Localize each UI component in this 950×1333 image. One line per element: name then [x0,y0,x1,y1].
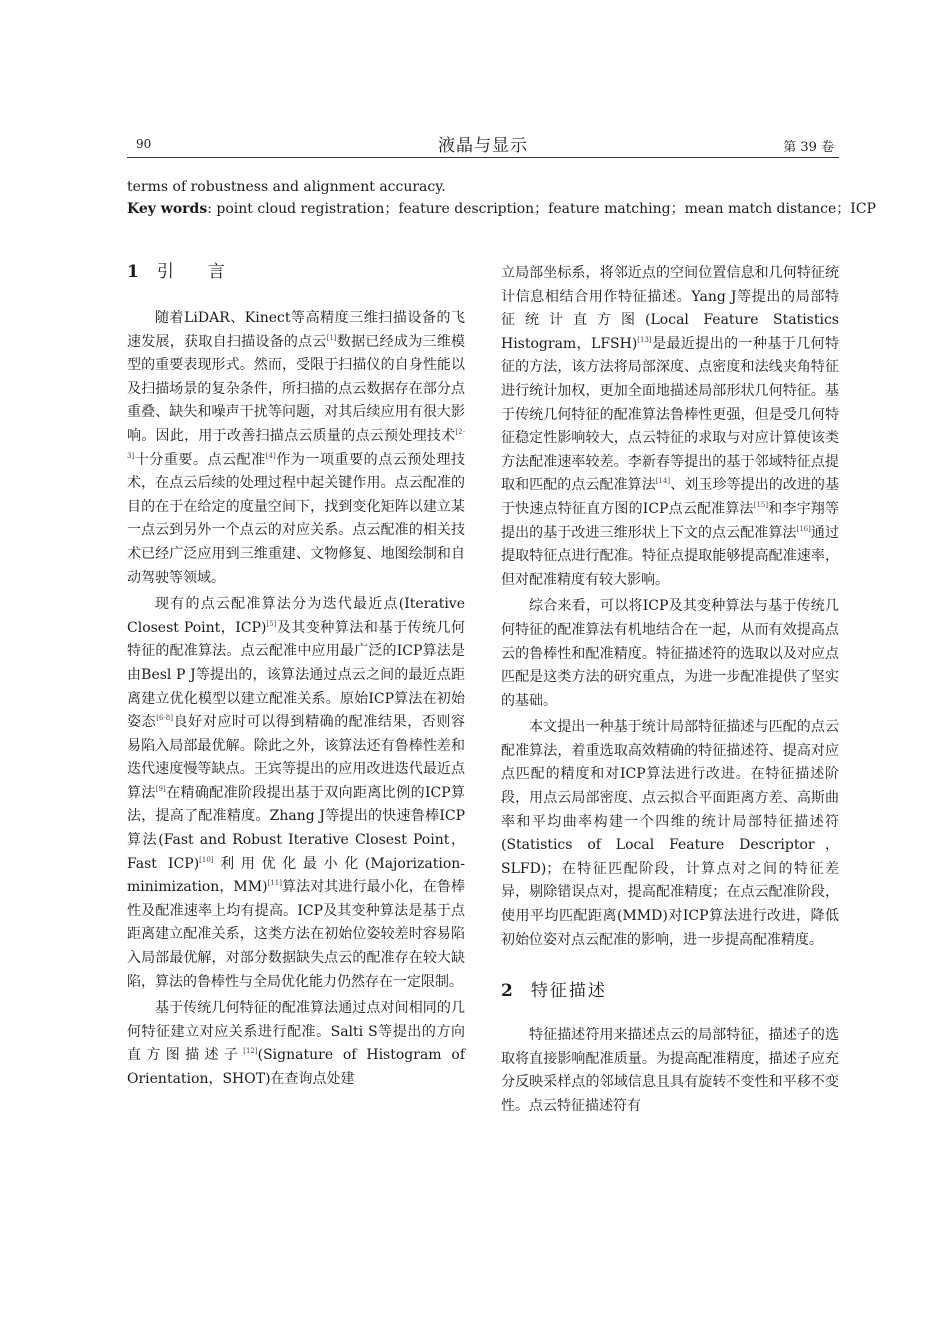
left-column [127,257,465,1092]
text-run: 在精确配准阶段提出基于双向距离比例的ICP算法，提高了配准精度。Zhang J等提出的快速鲁棒ICP算法(Fast and Robust Iterative Closest Point，Fast ICP) [127,784,465,872]
text-run: 及其变种算法和基于传统几何特征的配准算法。点云配准中应用最广泛的ICP算法是由Besl P J等提出的，该算法通过点云之间的最近点距离建立优化模型以建立配准关系。原始ICP算法在初始姿态 [127,619,466,731]
text-run: 和李宇翔等提出的基于改进三维形状上下文的点云配准算法 [501,500,839,541]
section-2-heading [501,976,839,1006]
text-run: 通过提取特征点进行配准。特征点提取能够提高配准速率，但对配准精度有较大影响。 [501,524,840,588]
page-number: 90 [136,137,152,151]
citation: [16] [796,524,811,533]
section-2-number: 2 [501,981,513,1002]
text-run: 现有的点云配准算法分为迭代最近点(Iterative Closest Point，ICP) [127,596,465,636]
paragraph-intro-1 [127,307,465,590]
text-run: 良好对应时可以得到精确的配准结果，否则容易陷入局部最优解。除此之外，该算法还有鲁棒性差和迭代速度慢等缺点。王宾等提出的应用改进迭代最近点算法 [127,714,466,801]
text-run: 、刘玉珍等提出的改进的基于快速点特征直方图的ICP点云配准算法 [501,477,840,517]
paragraph-intro-3 [127,997,465,1091]
text-run: 数据已经成为三维模型的重要表现形式。然而，受限于扫描仪的自身性能以及扫描场景的复杂条件，所扫描的点云数据存在部分点重叠、缺失和噪声干扰等问题，对其后续应用有很大影响。因此，用于改善扫描点云质量的点云预处理技术 [127,333,466,444]
right-column [501,262,839,1119]
section-2-title: 特征描述 [530,981,607,1002]
text-run: 利用优化最小化(Majorization-minimization，MM) [127,855,465,896]
section-1-number: 1 [127,262,139,282]
text-run: 是最近提出的一种基于几何特征的方法，该方法将局部深度、点密度和法线夹角特征进行统计加权，更加全面地描述局部形状几何特征。基于传统几何特征的配准算法鲁棒性更强，但是受几何特征稳定性影响较大，点云特征的求取与对应计算使该类方法配准速率较差。李新春等提出的基于邻域特征点提取和匹配的点云配准算法 [501,335,839,494]
citation: [5] [266,619,277,628]
running-header [127,131,839,158]
keywords-line [127,199,876,220]
citation: [9] [155,784,166,793]
citation: [12] [243,1047,258,1056]
paragraph-intro-3-cont [501,262,839,592]
keywords-label: Key words [127,201,208,217]
citation: [4] [265,451,276,460]
paragraph-intro-2 [127,593,465,994]
citation: [14] [655,477,671,486]
section-1-heading [127,257,465,287]
text-run: 基于传统几何特征的配准算法通过点对间相同的几何特征建立对应关系进行配准。Salti S等提出的方向直方图描述子 [127,1000,465,1064]
section-1-title: 引言 [156,262,259,282]
volume-label: 第 39 卷 [783,140,834,155]
citation: [2-3] [127,427,465,460]
text-run: 算法对其进行最小化，在鲁棒性及配准速率上均有提高。ICP及其变种算法是基于点距离建立配准关系，这类方法在初始位姿较差时容易陷入局部最优解，对部分数据缺失点云的配准存在较大缺陷，算法的鲁棒性与全局优化能力仍然存在一定限制。 [127,879,466,990]
text-run: (Signature of Histogram of Orientation，SHOT)在查询点处建 [127,1047,465,1087]
paragraph-feature-1: 特征描述符用来描述点云的局部特征，描述子的选取将直接影响配准质量。为提高配准精度，描述子应充分反映采样点的邻域信息且具有旋转不变性和平移不变性。点云特征描述符有 [501,1027,839,1114]
keywords-colon: : [207,201,212,217]
paragraph-intro-5: 本文提出一种基于统计局部特征描述与匹配的点云配准算法，着重选取高效精确的特征描述符、提高对应点匹配的精度和对ICP算法进行改进。在特征描述阶段，用点云局部密度、点云拟合平面距离方差、高斯曲率和平均曲率构建一个四维的统计局部特征描述符(Statistics of Local Feature Descriptor，SLFD)；在特征匹配阶段，计算点对之间的特征差异，剔除错误点对，提高配准精度；在点云配准阶段，使用平均匹配距离(MMD)对ICP算法进行改进，降低初始位姿对点云配准的影响，进一步提高配准精度。 [501,719,839,948]
keywords-text: point cloud registration；feature description；feature matching；mean match distance；ICP [216,201,876,217]
citation: [13] [637,335,652,344]
citation: [10] [199,855,214,864]
citation: [6-8] [156,714,173,723]
text-run: 作为一项重要的点云预处理技术，在点云后续的处理过程中起关键作用。点云配准的目的在于在给定的度量空间下，找到变化矩阵以建立某一点云到另外一个点云的对应关系。点云配准的相关技术已经广泛应用到三维重建、文物修复、地图绘制和自动驾驶等领域。 [127,451,466,586]
citation: [15] [753,500,769,509]
citation: [1] [326,333,337,342]
text-run: 十分重要。点云配准 [134,451,266,468]
text-run: 随着LiDAR、Kinect等高精度三维扫描设备的飞速发展，获取自扫描设备的点云 [127,310,465,350]
citation: [11] [267,879,282,888]
abstract-tail: terms of robustness and alignment accuracy. [127,179,446,195]
journal-title: 液晶与显示 [438,136,528,156]
paragraph-intro-4: 综合来看，可以将ICP及其变种算法与基于传统几何特征的配准算法有机地结合在一起，从而有效提高点云的鲁棒性和配准精度。特征描述符的选取以及对应点匹配是这类方法的研究重点，为进一步配准提供了坚实的基础。 [501,598,839,709]
text-run: 立局部坐标系，将邻近点的空间位置信息和几何特征统计信息相结合用作特征描述。Yang J等提出的局部特征统计直方图(Local Feature Statistics Histogram，LFSH) [501,265,839,352]
